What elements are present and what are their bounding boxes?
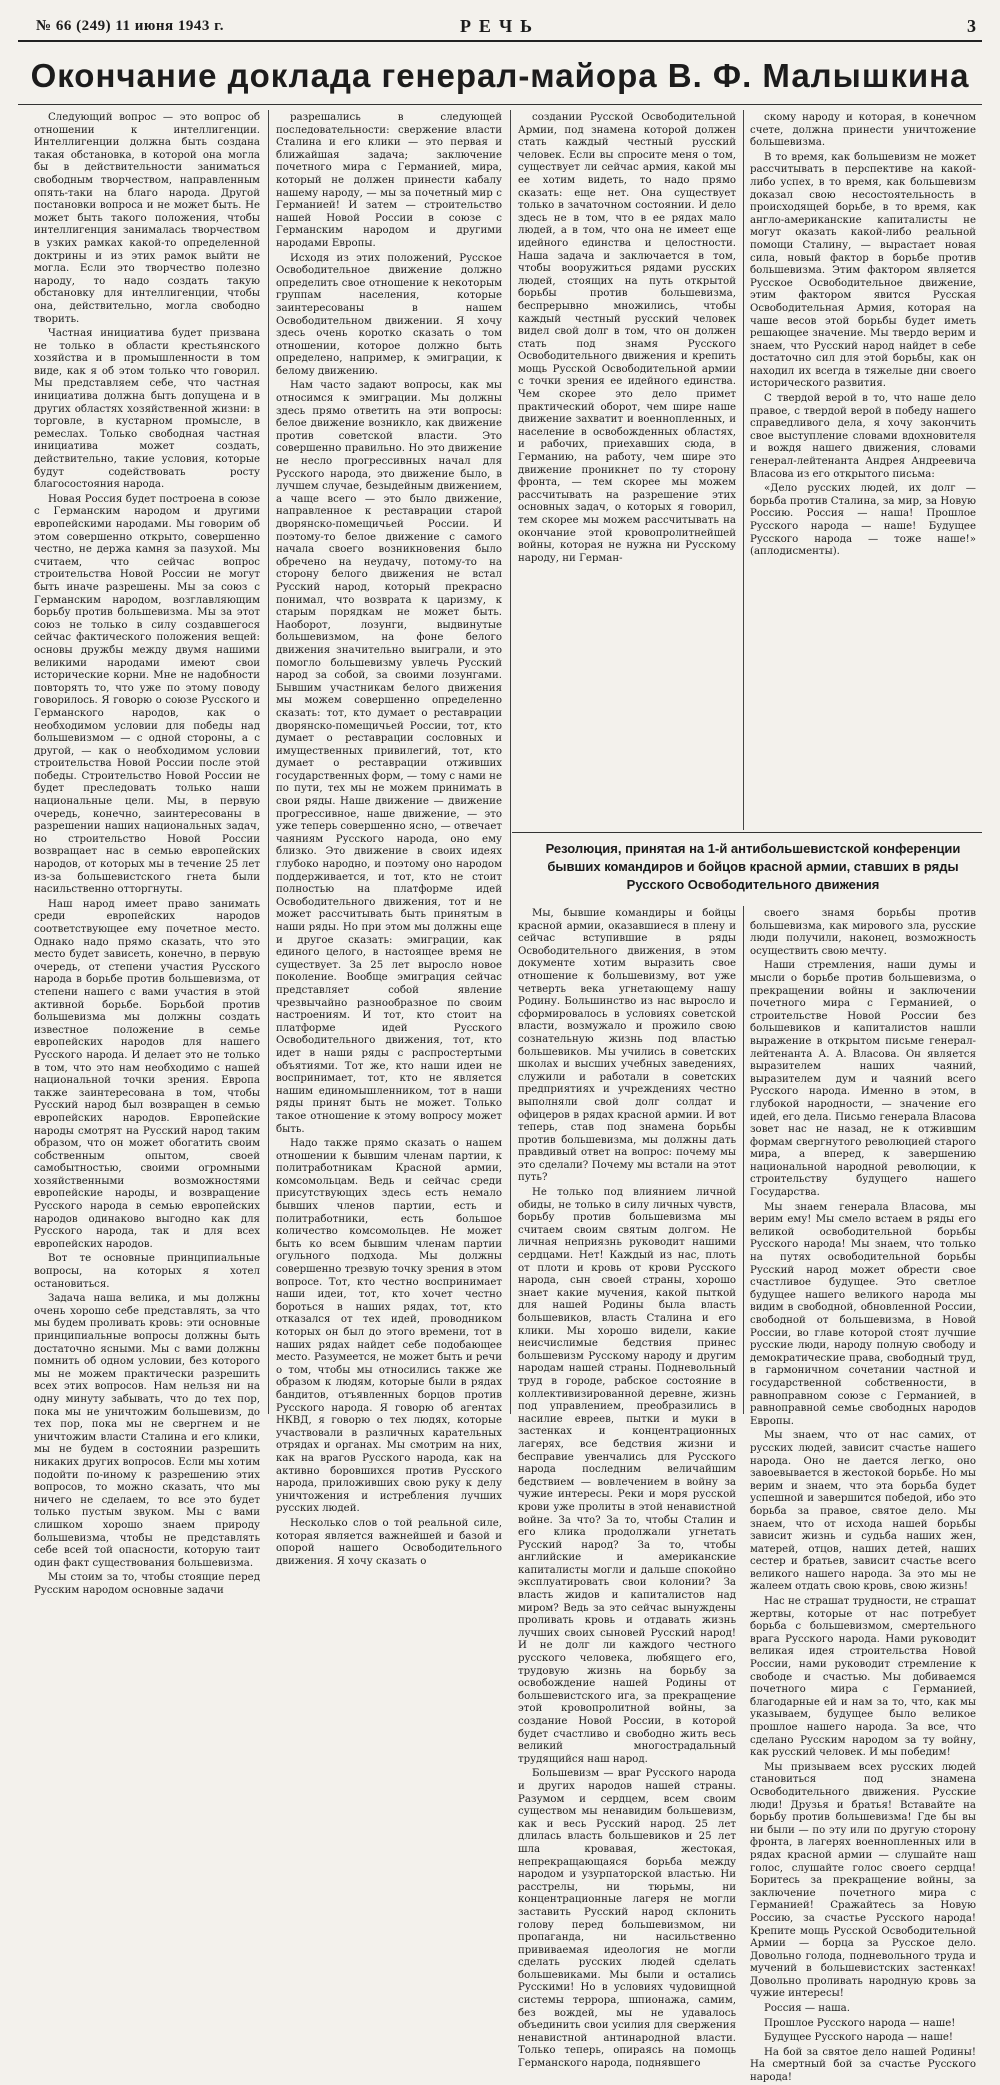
column-5: [518, 908, 736, 2070]
column-6: [750, 908, 976, 2084]
paragraph: Исходя из этих положений, Русское Освободительное движение должно определить свое отношение к некоторым группам населения, которые заинтересованы в нашем Освободительном движении. Я хочу здесь очень коротко сказать о том отношении, которое должно быть определено, например, к эмиграции, к белому движению.: [276, 252, 502, 377]
resolution-heading: Резолюция, принятая на 1-й антибольшевистской конференции бывших командиров и бойцов красной армии, ставших в ряды Русского Освободительного движения: [545, 841, 961, 892]
paragraph: Задача наша велика, и мы должны очень хорошо себе представлять, за что мы будем проливать кровь: эти основные принципиальные вопросы должны быть достаточно ясными. Мы с вами должны помнить об одном условии, без которого мы не можем практически разрешить всех этих вопросов. Нам нельзя ни на одну минуту забывать, что до тех пор, пока мы не уничтожим большевизм, до тех пор, пока мы не свергнем и не уничтожим власти Сталина и его клики, мы не будем в состоянии разрешить никаких других вопросов. Если мы хотим подойти по-иному к разрешению этих вопросов, то можно сказать, что мы ничего не сделаем, то все это будет только пустым звуком. Мы с вами слишком хорошо знаем природу большевизма, чтобы не представлять себе всей той опасности, которую таит один факт существования большевизма.: [34, 1293, 260, 1569]
paragraph: В то время, как большевизм не может рассчитывать в перспективе на какой-либо успех, в то время, как большевизм доказал свою несостоятельность в происходящей борьбе, в то время, как англо-американские капиталисты не могут оказать какой-либо реальной помощи Сталину, — вырастает новая сила, новый фактор в борьбе против большевизма. Этим фактором является Русское Освободительное движение, этим фактором явится Русская Освободительная Армия, которая на чаше весов этой борьбы будет иметь решающее значение. Мы твердо верим и знаем, что Русский народ найдет в себе достаточно сил для этой борьбы, как он находил их всегда в тяжелые дни своего исторического развития.: [750, 151, 976, 390]
paragraph: На бой за святое дело нашей Родины! На смертный бой за счастье Русского народа!: [750, 2046, 976, 2084]
paragraph: Следующий вопрос — это вопрос об отношении к интеллигенции. Интеллигенции должна быть создана такая обстановка, в которой она могла бы в действительности заниматься свободным творчеством, направленным опять-таки на благо народа. Другой постановки вопроса и не может быть. Не может быть такого положения, чтобы интеллигенция занималась творчеством в узких рамках какой-то определенной доктрины и из этих рамок выйти не могла. Если это творчество полезно народу, то надо создать такую обстановку для интеллигенции, чтобы она, действительно, могла свободно творить.: [34, 112, 260, 325]
column-rule: [510, 110, 511, 1414]
paragraph: Нас не страшат трудности, не страшат жертвы, которые от нас потребует борьба с большевизмом, смертельного врага Русского народа. Нами руководит великая идея строительства Новой России, нами руководит стремление к свободе и счастью. Мы добиваемся почетного мира с Германией, благодарные ей и нам за то, что, как мы указываем, будущее было великое прошлое нашего народа. За все, что сделано Русским народом за ту войну, как русский человек. И мы победим!: [750, 1596, 976, 1759]
main-headline: Окончание доклада генерал-майора В. Ф. Малышкина: [18, 48, 982, 105]
paragraph: Будущее Русского народа — наше!: [764, 2032, 953, 2044]
paragraph: Мы знаем, что от нас самих, от русских людей, зависит счастье нашего народа. Оно не дается легко, оно завоевывается в жестокой борьбе. Но мы верим и знаем, что эта борьба будет успешной и завершится победой, ибо это борьба за правое, святое дело. Мы знаем, что от исхода нашей борьбы зависит жизнь и судьба наших жен, матерей, отцов, наших детей, наших сестер и братьев, зависит счастье всего великого нашего народа. За это мы не жалеем отдать свою кровь, свою жизнь!: [750, 1430, 976, 1593]
masthead: [18, 14, 982, 42]
paragraph: создании Русской Освободительной Армии, под знамена которой должен стать каждый честный русский человек. Если вы спросите меня о том, существует ли сейчас армия, какой мы ее хотим видеть, то надо прямо сказать: еще нет. Она существует только в зачаточном состоянии. И дело здесь не в том, что в ее рядах мало людей, а в том, что она не имеет еще идейного единства и целостности. Наша задача и заключается в том, чтобы вооружиться рядами русских людей, стоящих на путь открытой борьбы против большевизма, беспрерывно множились, чтобы каждый честный русский человек видел свой долг в том, что он должен стать под знамя Русского Освободительного движения и крепить мощь Русской Освободительной армии с точки зрения ее идейного единства. Чем скорее это дело примет практический оборот, чем шире наше движение захватит и военнопленных, и население в освобожденных областях, и рабочих, приехавших сюда, в Германию, на работу, чем шире это движение проникнет по ту сторону фронта, — тем скорее мы можем рассчитывать на разрешение этих основных задач, о которых я говорил, тем скорее мы можем рассчитывать на окончание этой кровопролитнейшей войны, которая не нужна ни Русскому народу, ни Герман-: [518, 112, 736, 564]
paragraph: Прошлое Русского народа — наше!: [764, 2017, 956, 2029]
paragraph: Мы, бывшие командиры и бойцы красной армии, оказавшиеся в плену и сейчас вступившие в ряды Освободительного движения, в этом документе хотим выразить свое отношение к большевизму, вот уже четверть века угнетающему нашу Родину. Большинство из нас выросло и сформировалось в условиях советской власти, возмужало и прожило свою сознательную жизнь под властью большевиков. Мы учились в советских школах и высших учебных заведениях, служили и работали в советских предприятиях и учреждениях честно выполняли свой долг солдат и офицеров в рядах красной армии. И вот теперь, став под знамена борьбы против большевизма, мы должны дать правдивый ответ на вопрос: почему мы это сделали? Почему мы встали на этот путь?: [518, 908, 736, 1184]
paragraph: Несколько слов о той реальной силе, которая является важнейшей и базой и опорой нашего Освободительного движения. Я хочу сказать о: [276, 1517, 502, 1567]
paragraph: Надо также прямо сказать о нашем отношении к бывшим членам партии, к политработникам Красной армии, комсомольцам. Ведь и сейчас среди присутствующих здесь есть немало бывших членов партии, есть и политработники, есть большое количество комсомольцев. Не может быть ко всем бывшим членам партии огульного подхода. Мы должны совершенно трезвую точку зрения в этом вопросе. Тот, кто честно воспринимает наши идеи, тот, кто хочет честно бороться в наших рядах, тот, кто отказался от тех идей, проводником которых он был до этого времени, тот в наших рядах найдет себе подобающее место. Разумеется, не может быть и речи о том, чтобы мы относились также же образом к людям, которые были в рядах бандитов, отъявленных борцов против Русского народа. Я говорю об агентах НКВД, я говорю о тех людях, которые участвовали в различных карательных отрядах и органах. Мы смотрим на них, как на врагов Русского народа, как на активно боровшихся против Русского народа, приложивших свою руку к делу уничтожения и истребления лучших русских людей.: [276, 1138, 502, 1515]
paragraph: Мы знаем генерала Власова, мы верим ему! Мы смело встаем в ряды его великой освободительной борьбы Русского народа! Мы знаем, что только на путях освободительной борьбы Русский народ может обрести свое счастливое будущее. Это светлое будущее нашего великого народа мы видим в свободной, обновленной России, свободной от большевизма, в Новой России, во главе которой стоят лучшие русские люди, народу полную свободу и демократические права, свободный труд, в гармоничном сочетании частной и государственной собственности, в равноправном союзе с Германией, в равноправной семье свободных народов Европы.: [750, 1201, 976, 1427]
column-3: [518, 112, 736, 828]
column-4: [750, 112, 976, 828]
newspaper-title: РЕЧЬ: [459, 16, 541, 36]
column-1: [34, 112, 260, 1596]
paragraph: Частная инициатива будет призвана не только в области крестьянского хозяйства и в промышленности в том виде, как я об этом только что говорил. Мы представляем себе, что частная инициатива должна быть допущена и в других областях хозяйственной жизни: в торговле, в кустарном промысле, в ремеслах. Только свободная частная инициатива может создать, действительно, такие условия, которые будут содействовать росту благосостояния народа.: [34, 328, 260, 491]
section-divider: [512, 832, 982, 833]
paragraph: своего знамя борьбы против большевизма, как мирового зла, русские люди получили, наконец, возможность осуществить свою мечту.: [750, 908, 976, 957]
paragraph: Мы стоим за то, чтобы стоящие перед Русским народом основные задачи: [34, 1572, 260, 1596]
column-rule: [268, 110, 269, 1414]
paragraph: Большевизм — враг Русского народа и других народов нашей страны. Разумом и сердцем, всем своим существом мы ненавидим большевизм, как и весь Русский народ. 25 лет длилась власть большевиков и 25 лет шла кровавая, жестокая, непрекращающаяся борьба между народом и узурпаторской властью. Ни расстрелы, ни тюрьмы, ни концентрационные лагеря не могли заставить Русский народ склонить голову перед большевизмом, ни пропаганда, ни насильственно прививаемая идеология не могли сделать русских людей сделать большевиками. Мы были и остались Русскими! Но в условиях чудовищной системы террора, шпионажа, самим, без вождей, мы не удавалось объединить свои усилия для свержения ненавистной антинародной власти. Только теперь, опираясь на помощь Германского народа, поднявшего: [518, 1768, 736, 2070]
paragraph: скому народу и которая, в конечном счете, должна принести уничтожение большевизма.: [750, 112, 976, 149]
paragraph: Наш народ имеет право занимать среди европейских народов соответствующее ему почетное место. Однако надо прямо сказать, что это место будет зависеть, конечно, в первую очередь, от степени участия Русского народа в борьбе против большевизма, от степени нашего с вами участия в этой активной борьбе. Борьбой против большевизма мы должны создать известное положение в семье европейских народов для нашего Русского народа. И делает это не только в том, что это нам необходимо с нашей национальной точки зрения. Европа также заинтересована в том, чтобы Русский народ был возвращен в семью европейских народов. Европейские народы смотрят на Русский народ таким образом, что он может обогатить своим собственным опытом, своей самобытностью, своими огромными хозяйственными возможностями европейские народы, и возвращение Русского народа в семью европейских народов одинаково выгодно как для Русского народа, так и для всех европейских народов.: [34, 898, 260, 1250]
paragraph: Не только под влиянием личной обиды, не только в силу личных чувств, борьбу против большевизма мы считаем своим святым долгом. Не личная неприязнь руководит нашими сердцами. Нет! Каждый из нас, плоть от плоти и кровь от крови Русского народа, сын своей страны, хорошо знает какие мучения, какой пыткой для нашей Родины была власть большевиков, власть Сталина и его клики. Мы хорошо видели, какие неисчислимые бедствия принес большевизм Русскому народу и другим народам нашей страны. Подневольный труд в городе, рабское состояние в коллективизированной деревне, жизнь под управлением, преобразились в насилие евреев, пытки и муки в застенках и концентрационных лагерях, все бедствия жизни и бесправие увенчались для Русского народа последним величайшим бедствием — вовлечением в войну за чужие интересы. Реки и моря русской крови уже пролиты в этой ненавистной войне. За что? За то, чтобы Сталин и его клика продолжали угнетать Русский народ? За то, чтобы английские и американские капиталисты могли и дальше спокойно эксплуатировать свои колонии? За власть жидов и капиталистов над миром? Ведь за это сейчас вынуждены проливать кровь и отдавать жизнь лучших своих сыновей Русский народ! И не долг ли каждого честного русского человека, любящего его, трудовую жизнь на борьбу за освобождение нашей Родины от большевистского ига, за прекращение этой кровопролитной войны, за создание Новой России, в которой будет счастливо и свободно жить весь великий многострадальный трудящийся наш народ.: [518, 1187, 736, 1765]
column-2: [276, 112, 502, 1567]
paragraph: Наши стремления, наши думы и мысли о борьбе против большевизма, о прекращении войны и заключении почетного мира с Германией, о строительстве Новой России без большевиков и капиталистов нашли выражение в открытом письме генерал-лейтенанта А. А. Власова. Он является выразителем наших чаяний, выразителем дум и чаяний всего Русского народа. Именно в этом, в глубокой народности, — значение его идей, его дела. Письмо генерала Власова зовет нас не назад, не к отжившим формам свергнутого революцией старого мира, а вперед, к завершению национальной народной революции, к строительству будущего нашего Государства.: [750, 960, 976, 1199]
column-rule: [743, 110, 744, 830]
paragraph: Мы призываем всех русских людей становиться под знамена Освободительного движения. Русские люди! Друзья и братья! Вставайте на борьбу против большевизма! Где бы вы ни были — по эту или по другую сторону фронта, в лагерях военнопленных или в рядах красной армии — слушайте наш голос, слушайте голос своего сердца! Боритесь за прекращение войны, за заключение почетного мира с Германией! Сражайтесь за Новую Россию, за счастье Русского народа! Крепите мощь Русской Освободительной Армии — борца за Русское дело. Довольно голода, подневольного труда и мучений в большевистских застенках! Довольно проливать народную кровь за чужие интересы!: [750, 1761, 976, 2000]
newspaper-page: [18, 14, 982, 2084]
paragraph: «Дело русских людей, их долг — борьба против Сталина, за мир, за Новую Россию. Россия — наша! Прошлое Русского народа — наше! Будущее Русского народа — тоже наше!» (аплодисменты).: [750, 483, 976, 558]
column-rule: [743, 906, 744, 1414]
paragraph: Новая Россия будет построена в союзе с Германским народом и другими европейскими народами. Мы говорим об этом совершенно открыто, совершенно честно, не держа камня за пазухой. Мы считаем, что сейчас вопрос строительства Новой России не могут быть иначе разрешены. Мы за союз с Германским народом, возглавляющим борьбу против большевизма. Мы за этот союз не только в силу создавшегося сейчас фактического положения вещей: основы дружбы между двумя нашими великими народами имеют свои исторические корни. Мне не надобности повторять то, что уже по этому поводу говорилось. Я говорю о союзе Русского и Германского народов, как о необходимом условии для победы над большевизмом — с одной стороны, а с другой, — как о необходимом условии строительства Новой России после этой победы. Строительство Новой России не будет преследовать только наши национальные цели. Мы, в первую очередь, конечно, заинтересованы в разрешении наших национальных задач, но строительство Новой России возвращает нас в семью европейских народов, от которых мы в течение 25 лет из-за большевистского гнета были насильственно отторгнуты.: [34, 493, 260, 896]
page-number: 3: [967, 16, 976, 36]
issue-info: № 66 (249) 11 июня 1943 г.: [36, 18, 224, 34]
paragraph: Нам часто задают вопросы, как мы относимся к эмиграции. Мы должны здесь прямо ответить на эти вопросы: белое движение возникло, как движение против советской власти. Это совершенно правильно. Но это движение не несло прогрессивных начал для Русского народа, это движение было, в лучшем случае, безыдейным движением, а чаще всего — это было движение, направленное к реставрации старой дворянско-помещичьей России. И поэтому-то белое движение с самого начала своего возникновения было обречено на неудачу, потому-то на сторону белого движения не встал Русский народ, который прекрасно понимал, что возврата к царизму, к старым порядкам не может быть. Наоборот, лозунги, выдвинутые большевизмом, на фоне белого движения значительно выиграли, и это помогло большевизму увлечь Русский народ за собой, за своими лозунгами. Бывшим участникам белого движения мы можем совершенно определенно сказать: тот, кто думает о реставрации дворянско-помещичьей России, тот, кто думает о реставрации сословных и имущественных привилегий, тот, кто думает о реставрации отживших государственных форм, — тому с нами не по пути, тех мы не можем принимать в свои ряды. Наше движение — движение прогрессивное, наше движение, — это уже теперь совершенно ясно, — отвечает чаяниям Русского народа, оно ему близко. Это движение в своих идеях глубоко народно, и поэтому оно народом поддерживается, и тот, кто не стоит полностью на платформе идей Освободительного движения, тот и не может рассчитывать быть принятым в наши ряды. Но при этом мы должны еще и другое сказать: эмиграции, как единого целого, в настоящее время не существует. За 25 лет выросло новое поколение. Вообще эмиграция сейчас представляет собой явление чрезвычайно разнообразное по своим настроениям. И тот, кто стоит на платформе идей Русского Освободительного движения, тот, кто идет в наши ряды с распростертыми объятиями. Тот же, кто наши идеи не воспринимает, тот, кто не является нашим единомышленником, тот в наши ряды принят быть не может. Только такое отношение к этому вопросу может быть.: [276, 380, 502, 1135]
paragraph: Вот те основные принципиальные вопросы, на которых я хотел остановиться.: [34, 1253, 260, 1290]
paragraph: разрешались в следующей последовательности: свержение власти Сталина и его клики — это первая и ближайшая задача; заключение почетного мира с Германией, мира, который не должен принести кабалу нашему народу, — мы за почетный мир с Германией! И затем — строительство нашей Новой России в союзе с Германским народом и другими народами Европы.: [276, 112, 502, 249]
paragraph: С твердой верой в то, что наше дело правое, с твердой верой в победу нашего справедливого дела, я хочу закончить свое выступление словами вдохновителя и вождя нашего движения, словами генерал-лейтенанта Андрея Андреевича Власова из его открытого письма:: [750, 393, 976, 480]
paragraph: Россия — наша.: [764, 2003, 850, 2015]
